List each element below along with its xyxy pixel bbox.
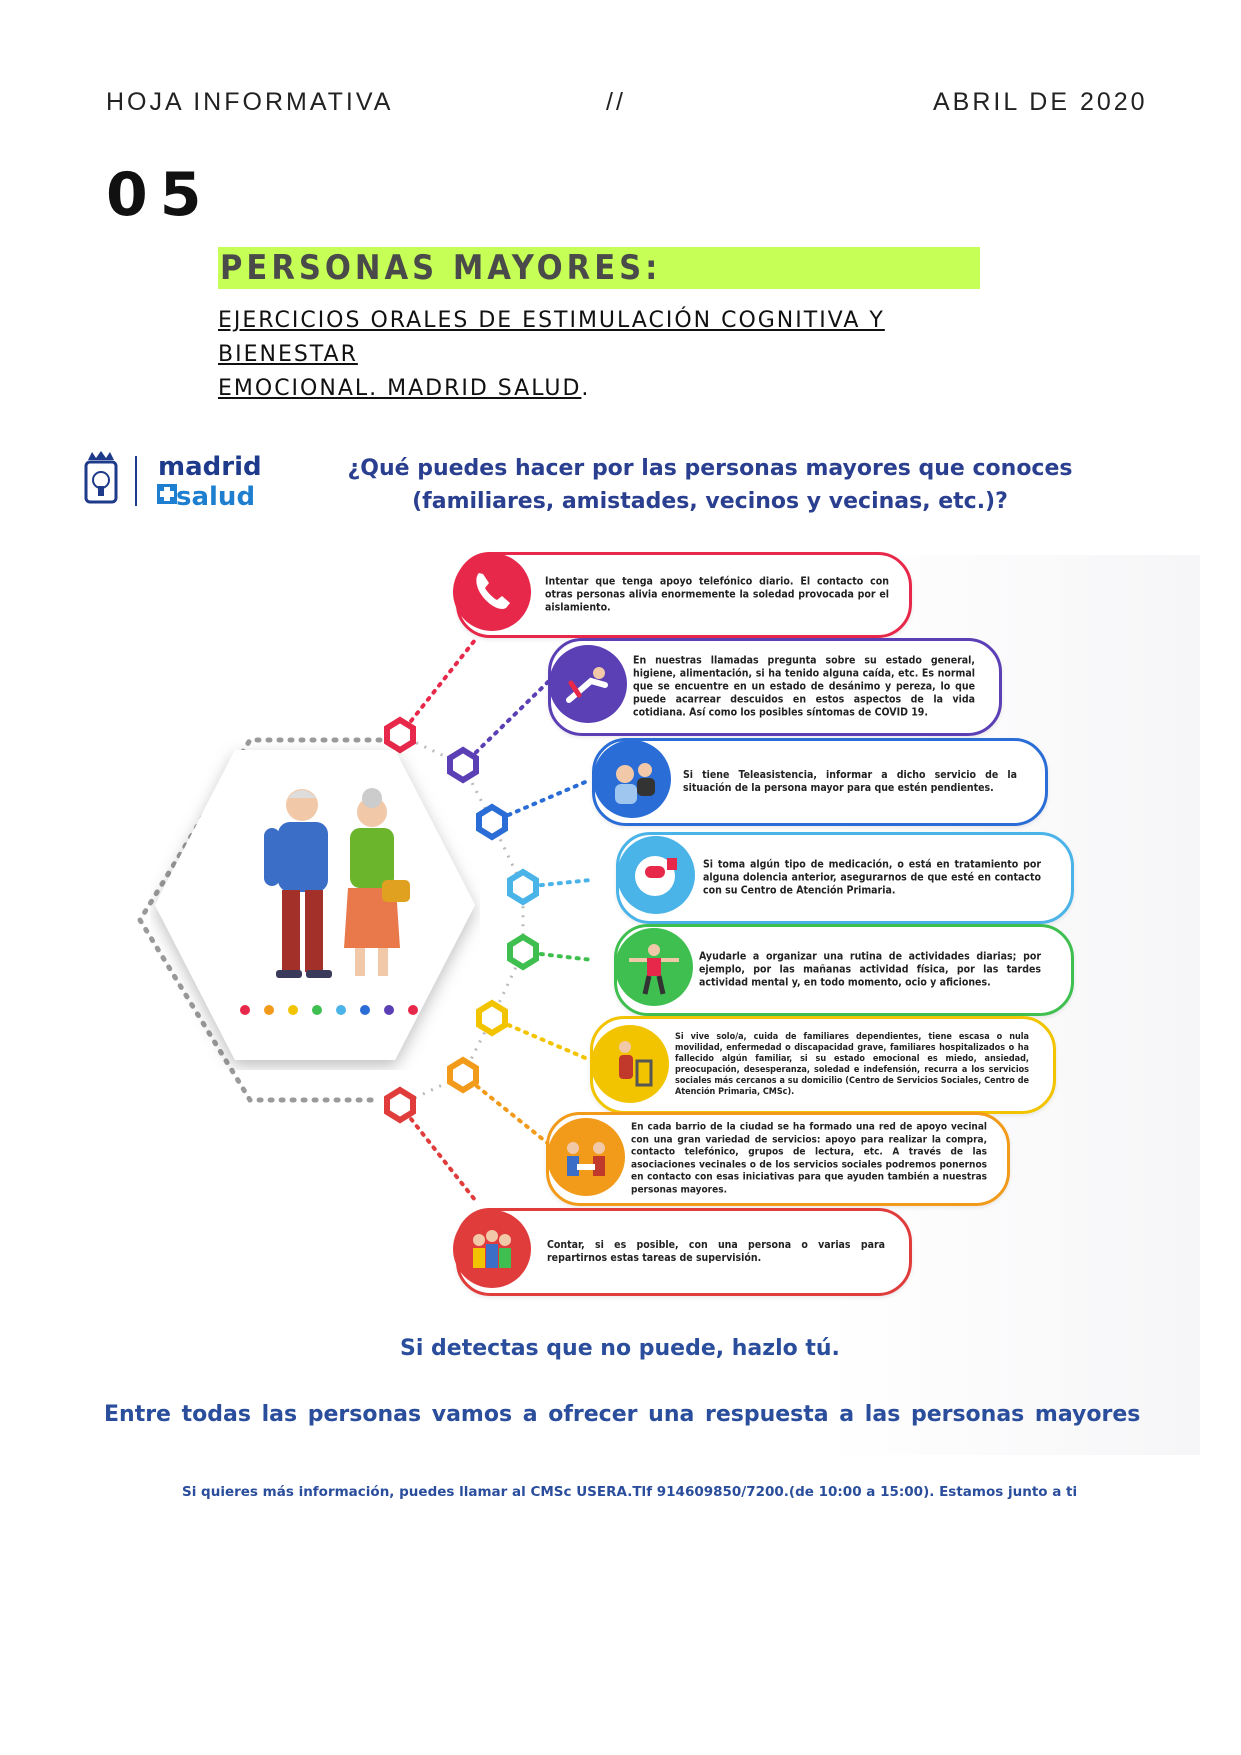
footer-call-to-action: Si detectas que no puede, hazlo tú.: [400, 1336, 840, 1361]
elderly-couple-icon: [150, 740, 480, 1070]
tip-card: [456, 552, 912, 638]
tip-text: Si toma algún tipo de medicación, o está en tratamiento por alguna dolencia anterior, asegurarnos de que esté en contacto con su Centro de Atención Primaria.: [703, 858, 1041, 897]
neighbors-icon: [547, 1118, 625, 1196]
tip-text: Contar, si es posible, con una persona o varias para repartirnos estas tareas de supervisión.: [547, 1239, 885, 1264]
subtitle-period: .: [581, 376, 591, 401]
tip-card: [616, 832, 1074, 924]
fall-icon: [549, 645, 627, 723]
logo-text-salud: salud: [176, 482, 256, 512]
tip-card: [546, 1112, 1010, 1206]
exercise-icon: [615, 928, 693, 1006]
medication-icon: [617, 836, 695, 914]
tip-text: Si vive solo/a, cuida de familiares dependientes, tiene escasa o nula movilidad, enfermedad o discapacidad grave, familiares hospitalizados o ha fallecido algún familiar, si su estado emocional es miedo, ansiedad, preocupación, desesperanza, soledad e indefensión, recurra a los servicios sociales más cercanos a su domicilio (Centro de Servicios Sociales, Centro de Atención Primaria, CMSc).: [675, 1032, 1029, 1097]
tip-text: Si tiene Teleasistencia, informar a dicho servicio de la situación de la persona mayor para que estén pendientes.: [683, 769, 1017, 794]
tip-card: [590, 1016, 1056, 1114]
header-left: HOJA INFORMATIVA: [106, 88, 394, 116]
tip-card: [614, 924, 1074, 1016]
tip-card: [592, 738, 1048, 826]
teleassistance-icon: [593, 740, 671, 818]
tip-text: En cada barrio de la ciudad se ha formado una red de apoyo vecinal con una gran variedad de servicios: apoyo para realizar la compra, contacto telefónico, grupos de lectura, etc. A través de las asociaciones vecinales o de los servicios sociales podremos ponernos en contacto con esas iniciativas para que ayuden también a nuestras personas mayores.: [631, 1121, 987, 1195]
footer-contact-info: Si quieres más información, puedes llamar al CMSc USERA.Tlf 914609850/7200.(de 10:00 a 15:00). Estamos junto a ti: [182, 1484, 1078, 1500]
logo-text-madrid: madrid: [158, 452, 262, 482]
phone-icon: [453, 553, 531, 631]
question-line2: (familiares, amistades, vecinos y vecinas, etc.)?: [412, 489, 1008, 514]
section-title: PERSONAS MAYORES:: [220, 248, 662, 288]
elderly-walker-icon: [591, 1025, 669, 1103]
tip-card: [456, 1208, 912, 1296]
header-separator: //: [606, 88, 626, 116]
section-number: 05: [106, 160, 214, 230]
group-people-icon: [453, 1210, 531, 1288]
header-date: ABRIL DE 2020: [933, 88, 1148, 116]
footer-message: Entre todas las personas vamos a ofrecer una respuesta a las personas mayores: [104, 1402, 1141, 1427]
subtitle-line2[interactable]: EMOCIONAL. MADRID SALUD: [218, 376, 582, 401]
tip-text: En nuestras llamadas pregunta sobre su estado general, higiene, alimentación, si ha tenido alguna caída, etc. Es normal que se encuentre en un estado de desánimo y pereza, lo que puede acarrear descuidos en estos aspectos de la vida cotidiana. Así como los posibles síntomas de COVID 19.: [633, 654, 975, 719]
infographic-question: [320, 452, 1100, 518]
tip-card: [548, 638, 1002, 736]
tip-text: Ayudarle a organizar una rutina de actividades diarias; por ejemplo, por las mañanas actividad física, por las tardes actividad mental y, en todo momento, ocio y aficiones.: [699, 950, 1041, 989]
question-line1: ¿Qué puedes hacer por las personas mayores que conoces: [347, 456, 1073, 481]
subtitle: [218, 304, 918, 406]
tip-text: Intentar que tenga apoyo telefónico diario. El contacto con otras personas alivia enormemente la soledad provocada por el aislamiento.: [545, 575, 889, 614]
subtitle-line1[interactable]: EJERCICIOS ORALES DE ESTIMULACIÓN COGNITIVA Y BIENESTAR: [218, 308, 885, 367]
